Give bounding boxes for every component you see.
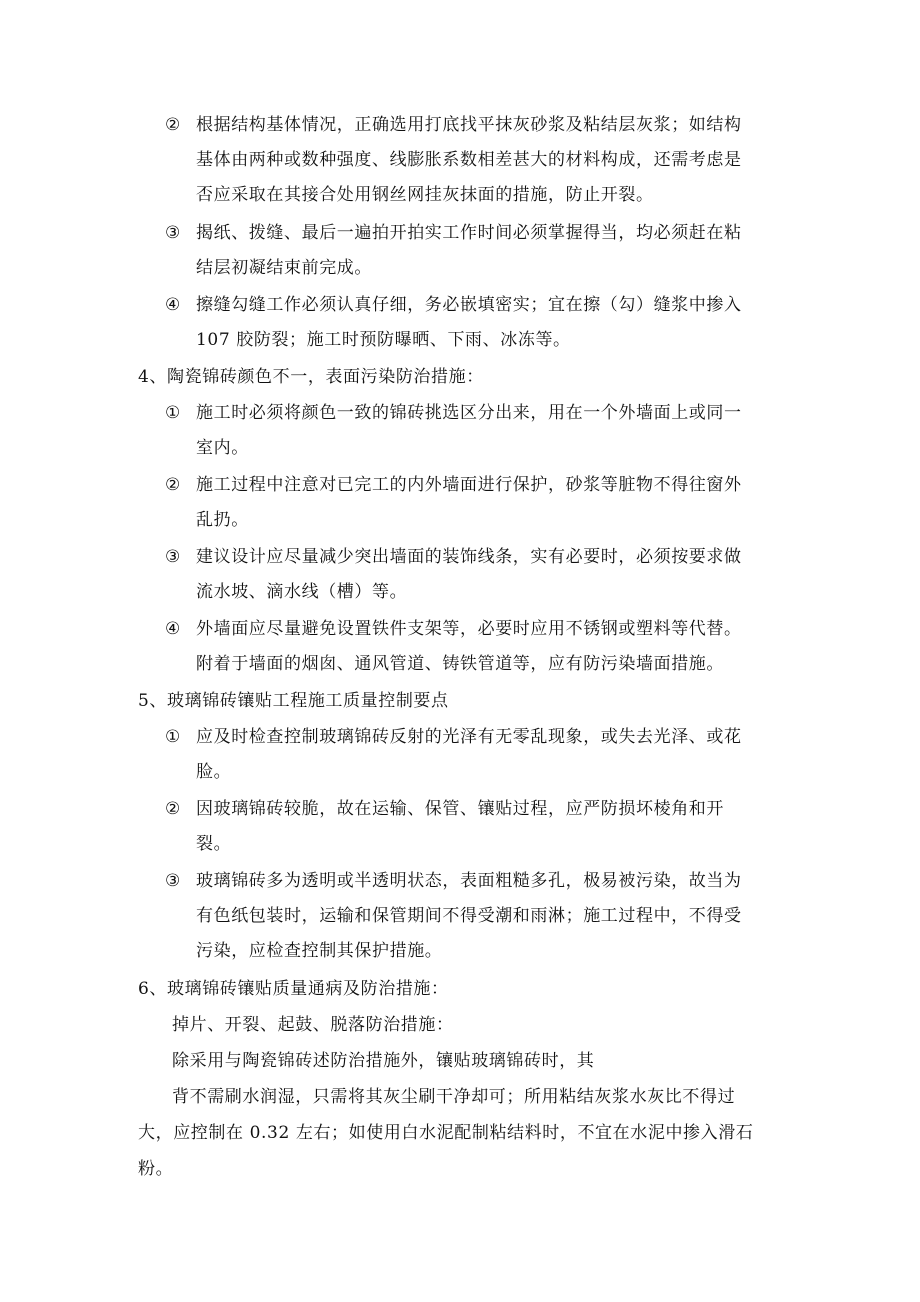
item-marker: ① <box>165 727 181 747</box>
text-line: 背不需刷水润湿，只需将其灰尘刷干净却可；所用粘结灰浆水灰比不得过 <box>172 1087 736 1107</box>
text-line: 揭纸、拨缝、最后一遍拍开拍实工作时间必须掌握得当，均必须赶在粘 <box>196 223 742 243</box>
text-line: 裂。 <box>196 834 232 854</box>
section-heading: 4、陶瓷锦砖颜色不一，表面污染防治措施： <box>138 367 484 387</box>
text-line: 应及时检查控制玻璃锦砖反射的光泽有无零乱现象，或失去光泽、或花 <box>196 727 742 747</box>
text-line: 有色纸包装时，运输和保管期间不得受潮和雨淋；施工过程中，不得受 <box>196 906 742 926</box>
text-line: 附着于墙面的烟囱、通风管道、铸铁管道等，应有防污染墙面措施。 <box>196 654 724 674</box>
text-line: 乱扔。 <box>196 510 249 530</box>
text-line: 基体由两种或数种强度、线膨胀系数相差甚大的材料构成，还需考虑是 <box>196 150 742 170</box>
item-marker: ② <box>165 115 181 135</box>
text-line: 否应采取在其接合处用钢丝网挂灰抹面的措施，防止开裂。 <box>196 185 654 205</box>
text-line: 施工过程中注意对已完工的内外墙面进行保护，砂浆等脏物不得往窗外 <box>196 475 742 495</box>
text-line: 污染，应检查控制其保护措施。 <box>196 941 443 961</box>
text-line: 建议设计应尽量减少突出墙面的装饰线条，实有必要时，必须按要求做 <box>196 547 742 567</box>
item-marker: ③ <box>165 547 181 567</box>
text-line: 大，应控制在 0.32 左右；如使用白水泥配制粘结料时，不宜在水泥中掺入滑石 <box>138 1123 754 1143</box>
item-marker: ② <box>165 475 181 495</box>
item-marker: ④ <box>165 619 181 639</box>
text-line: 根据结构基体情况，正确选用打底找平抹灰砂浆及粘结层灰浆；如结构 <box>196 115 742 135</box>
text-line: 粉。 <box>138 1159 174 1179</box>
text-line: 流水坡、滴水线（槽）等。 <box>196 582 408 602</box>
item-marker: ② <box>165 799 181 819</box>
section-heading: 6、玻璃锦砖镶贴质量通病及防治措施： <box>138 979 449 999</box>
text-line: 外墙面应尽量避免设置铁件支架等，必要时应用不锈钢或塑料等代替。 <box>196 619 742 639</box>
item-marker: ④ <box>165 295 181 315</box>
text-line: 室内。 <box>196 438 249 458</box>
item-marker: ① <box>165 403 181 423</box>
text-line: 脸。 <box>196 762 232 782</box>
text-line: 除采用与陶瓷锦砖述防治措施外，镶贴玻璃锦砖时，其 <box>172 1051 595 1071</box>
text-line: 结层初凝结束前完成。 <box>196 258 372 278</box>
text-line: 玻璃锦砖多为透明或半透明状态，表面粗糙多孔，极易被污染，故当为 <box>196 871 742 891</box>
item-marker: ③ <box>165 223 181 243</box>
text-line: 107 胶防裂；施工时预防曝晒、下雨、冰冻等。 <box>196 330 571 350</box>
text-line: 掉片、开裂、起鼓、脱落防治措施： <box>172 1015 454 1035</box>
section-heading: 5、玻璃锦砖镶贴工程施工质量控制要点 <box>138 691 449 711</box>
text-line: 施工时必须将颜色一致的锦砖挑选区分出来，用在一个外墙面上或同一 <box>196 403 742 423</box>
text-line: 因玻璃锦砖较脆，故在运输、保管、镶贴过程，应严防损坏棱角和开 <box>196 799 724 819</box>
item-marker: ③ <box>165 871 181 891</box>
text-line: 擦缝勾缝工作必须认真仔细，务必嵌填密实；宜在擦（勾）缝浆中掺入 <box>196 295 742 315</box>
